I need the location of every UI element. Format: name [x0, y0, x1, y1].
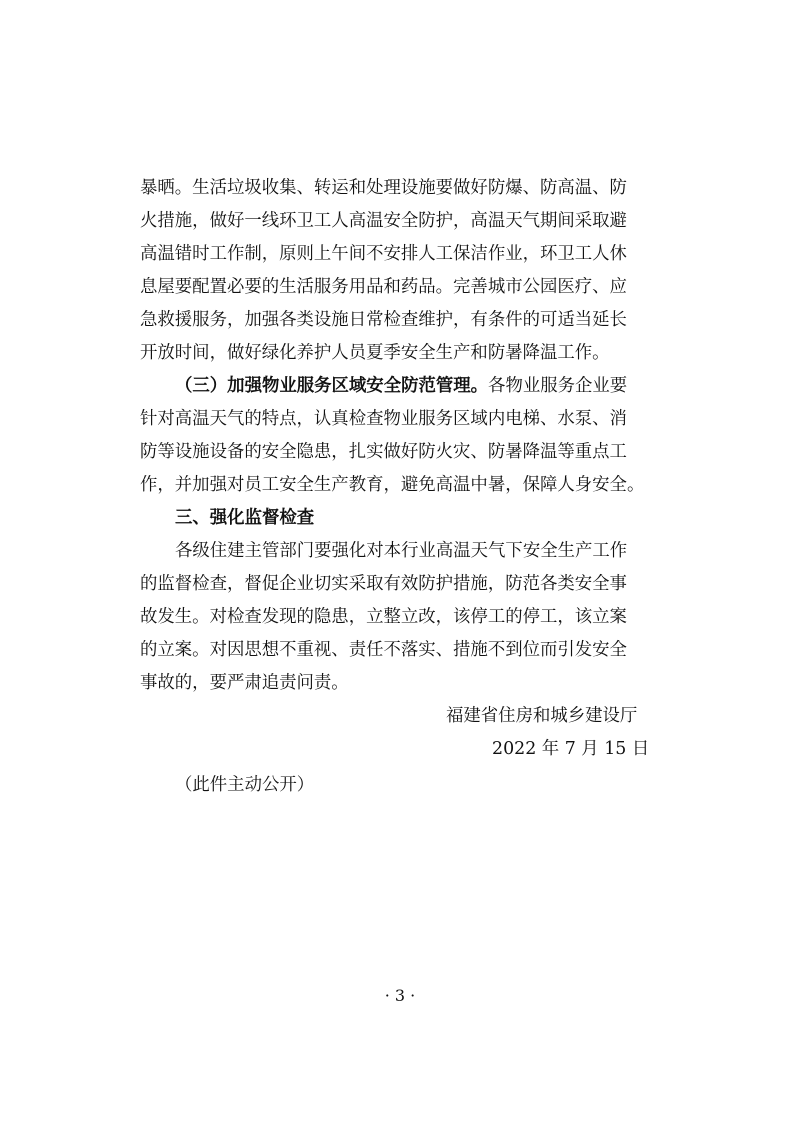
text-line: 火措施，做好一线环卫工人高温安全防护，高温天气期间采取避	[140, 211, 627, 231]
subsection-heading: （三）加强物业服务区域安全防范管理。	[175, 376, 489, 396]
text-line: 的立案。对因思想不重视、责任不落实、措施不到位而引发安全	[140, 640, 627, 660]
text-line: 开放时间，做好绿化养护人员夏季安全生产和防暑降温工作。	[140, 343, 610, 363]
text-line	[175, 375, 627, 397]
text-line: 防等设施设备的安全隐患，扎实做好防火灾、防暑降温等重点工	[140, 442, 627, 462]
text-line: 高温错时工作制，原则上午间不安排人工保洁作业，环卫工人休	[140, 244, 627, 264]
page-number: · 3 ·	[384, 986, 416, 1005]
text-line: 急救援服务，加强各类设施日常检查维护，有条件的可适当延长	[140, 310, 627, 330]
text-line: 各级住建主管部门要强化对本行业高温天气下安全生产工作	[175, 541, 628, 561]
text-line: 作，并加强对员工安全生产教育，避免高温中暑，保障人身安全。	[140, 475, 645, 495]
issuing-organization: 福建省住房和城乡建设厅	[446, 706, 638, 726]
issue-date: 2022 年 7 月 15 日	[492, 739, 650, 759]
text-line: 的监督检查，督促企业切实采取有效防护措施，防范各类安全事	[140, 574, 627, 594]
inline-text: 各物业服务企业要	[488, 376, 628, 396]
text-line: 针对高温天气的特点，认真检查物业服务区域内电梯、水泵、消	[140, 409, 627, 429]
section-heading: 三、强化监督检查	[175, 508, 315, 528]
text-line: 故发生。对检查发现的隐患，立整立改，该停工的停工，该立案	[140, 607, 627, 627]
text-line: 事故的，要严肃追责问责。	[140, 673, 349, 693]
text-line: 暴晒。生活垃圾收集、转运和处理设施要做好防爆、防高温、防	[140, 178, 627, 198]
text-line: 息屋要配置必要的生活服务用品和药品。完善城市公园医疗、应	[140, 277, 627, 297]
disclosure-note: （此件主动公开）	[175, 775, 315, 795]
